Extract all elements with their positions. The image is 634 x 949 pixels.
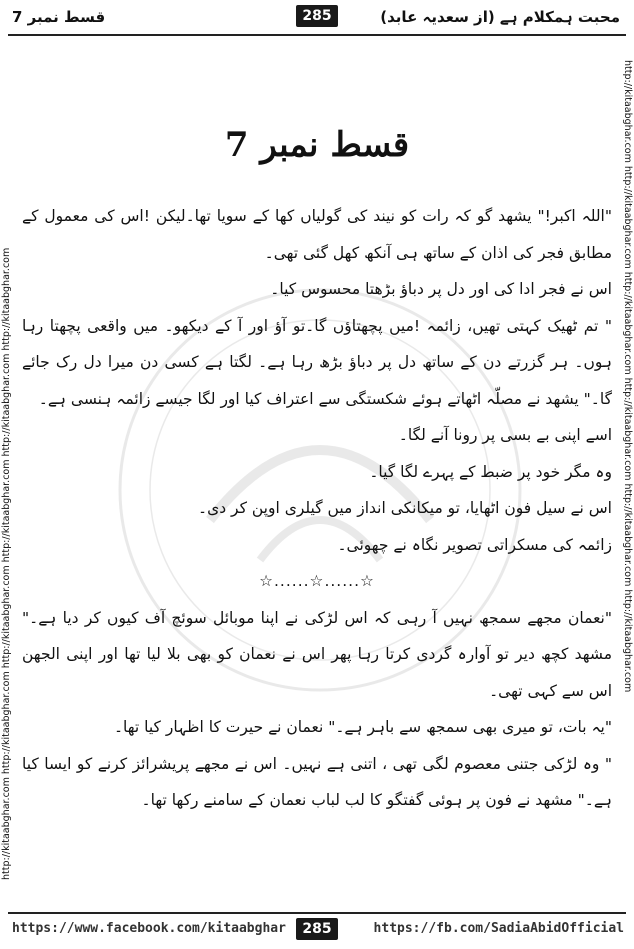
section-separator: ☆......☆......☆ xyxy=(259,572,375,590)
paragraph: " وہ لڑکی جتنی معصوم لگی تھی ، اتنی ہے نہیں۔ اس نے مجھے پریشرائز کرنے کو ایسا کیا ہے۔" مشھد نے فون پر ہوئی گفتگو کا لب لباب نعمان کے سامنے رکھا تھا۔ xyxy=(22,754,612,809)
episode-label: قسط نمبر 7 xyxy=(12,8,106,26)
paragraph: "اللہ اکبر!" یشھد گو کہ رات کو نیند کی گولیاں کھا کے سویا تھا۔لیکن !اس کی معمول کے مطابق فجر کی اذان کے ساتھ ہی آنکھ کھل گئی تھی۔ xyxy=(22,207,612,262)
facebook-link-kitaabghar[interactable]: https://www.facebook.com/kitaabghar xyxy=(12,921,286,936)
paragraph: وہ مگر خود پر ضبط کے پہرے لگا گیا۔ xyxy=(369,462,612,481)
facebook-link-author[interactable]: https://fb.com/SadiaAbidOfficial xyxy=(373,921,624,936)
book-title: محبت ہمکلام ہے (از سعدیہ عابد) xyxy=(380,8,620,26)
paragraph: زائمہ کی مسکراتی تصویر نگاہ نے چھوئی۔ xyxy=(337,535,612,554)
paragraph: "نعمان مجھے سمجھ نہیں آ رہی کہ اس لڑکی نے اپنا موبائل سوئچ آف کیوں کر دیا ہے۔" مشھد کچھ دیر تو آوارہ گردی کرتا رہا پھر اس نے نعمان کو بھی بلا لیا تھا اور اپنی الجھن اس سے کہی تھی۔ xyxy=(22,608,612,700)
header-divider xyxy=(8,34,626,36)
page-number-top: 285 xyxy=(296,5,338,27)
side-url-left[interactable]: http://kitaabghar.com http://kitaabghar.com http://kitaabghar.com http://kitaabghar.com http://kitaabghar.com http://kitaabghar.com xyxy=(1,247,12,880)
paragraph: اس نے فجر ادا کی اور دل پر دباؤ بڑھتا محسوس کیا۔ xyxy=(270,280,612,298)
paragraph: " تم ٹھیک کہتی تھیں، زائمہ !میں پچھتاؤں گا۔تو آؤ اور آ کے دیکھو۔ میں واقعی پچھتا رہا ہوں۔ ہر گزرتے دن کے ساتھ دل پر دباؤ بڑھ رہا ہے۔ لگتا ہے کسی دن میرا دل رک جائے گا۔" یشھد نے مصلّہ اٹھاتے ہوئے شکستگی سے اعتراف کیا اور لگا جیسے زائمہ ہنسی ہے۔ xyxy=(22,316,612,408)
side-url-right[interactable]: http://kitaabghar.com http://kitaabghar.com http://kitaabghar.com http://kitaabghar.com http://kitaabghar.com http://kitaabghar.com xyxy=(622,60,633,693)
paragraph: "یہ بات، تو میری بھی سمجھ سے باہر ہے۔" نعمان نے حیرت کا اظہار کیا تھا۔ xyxy=(113,718,612,736)
paragraph: اس نے سیل فون اٹھایا، تو میکانکی انداز میں گیلری اوپن کر دی۔ xyxy=(197,499,612,517)
paragraph: اسے اپنی بے بسی پر رونا آنے لگا۔ xyxy=(398,426,612,444)
chapter-title: قسط نمبر 7 xyxy=(224,125,410,165)
story-body xyxy=(22,198,612,819)
page-footer xyxy=(0,912,634,949)
page-number-bottom: 285 xyxy=(296,918,338,940)
page-header xyxy=(0,0,634,36)
footer-divider xyxy=(8,912,626,914)
